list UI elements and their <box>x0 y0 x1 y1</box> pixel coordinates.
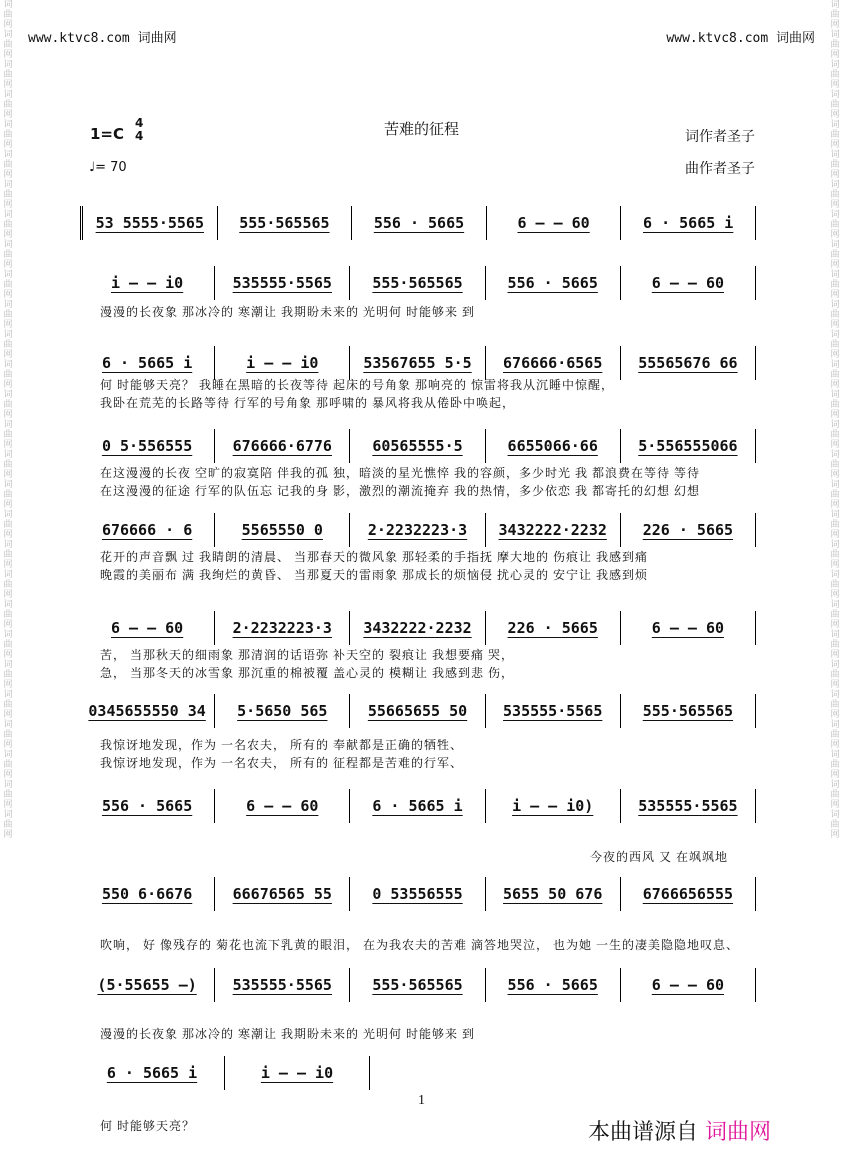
lyric-line: 漫漫的长夜象 那冰冷的 寒潮让 我期盼未来的 光明何 时能够来 到 <box>100 1027 476 1041</box>
measure: 535555·5565 <box>215 968 350 1002</box>
score-row <box>80 265 756 301</box>
measure: 0 5·556555 <box>80 429 215 463</box>
measure-list <box>80 1055 370 1091</box>
lyric-line: 苦， 当那秋天的细雨象 那清润的话语弥 补天空的 裂痕让 我想要痛 哭， <box>100 648 515 662</box>
measure: 676666·6776 <box>215 429 350 463</box>
measure: i — — i0 <box>215 346 350 380</box>
measure: 3432222·2232 <box>350 611 485 645</box>
lyric-line: 晚霞的美丽布 满 我绚烂的黄昏、 当那夏天的雷雨象 那成长的烦恼侵 扰心灵的 安宁让 我感到烦 <box>100 568 649 582</box>
measure: 60565555·5 <box>350 429 485 463</box>
measure: 6655066·66 <box>486 429 621 463</box>
measure-list <box>80 876 756 912</box>
meter-bottom: 4 <box>135 129 144 143</box>
lyric-line: 我惊讶地发现，作为 一名农夫， 所有的 征程都是苦难的行军、 <box>100 756 464 770</box>
lyric-line: 我卧在荒芜的长路等待 行军的号角象 那呼啸的 暴风将我从倦卧中唤起， <box>100 396 516 410</box>
score-row <box>80 1055 370 1091</box>
score-row <box>80 428 756 464</box>
source-credit <box>588 1115 771 1146</box>
measure-list <box>80 428 756 464</box>
measure: 556 · 5665 <box>352 206 487 240</box>
measure: i — — i0 <box>80 266 215 300</box>
measure: 5·5650 565 <box>215 694 350 728</box>
measure: 5565550 0 <box>215 513 350 547</box>
lyric-line: 今夜的西风 又 在飒飒地 <box>590 850 729 864</box>
lyric-line: 在这漫漫的长夜 空旷的寂寞陪 伴我的孤 独，暗淡的星光憔悴 我的容颜，多少时光 我 都浪费在等待 等待 <box>100 466 701 480</box>
measure: 6 · 5665 i <box>350 789 485 823</box>
tempo-mark: ♩= 70 <box>89 160 127 175</box>
source-prefix: 本曲谱源自 <box>588 1120 699 1145</box>
measure: 556 · 5665 <box>486 968 621 1002</box>
measure: i — — i0) <box>486 789 621 823</box>
site-link-right[interactable]: www.ktvc8.com 词曲网 <box>666 31 815 46</box>
measure: 6 — — 60 <box>621 968 756 1002</box>
measure: 55665655 50 <box>350 694 485 728</box>
measure: 5·556555066 <box>621 429 756 463</box>
measure: 535555·5565 <box>486 694 621 728</box>
score-row <box>80 205 756 241</box>
composer-credit: 曲作者圣子 <box>685 162 755 177</box>
measure: 555·565565 <box>218 206 353 240</box>
lyricist-credit: 词作者圣子 <box>685 130 755 145</box>
source-brand: 词曲网 <box>705 1120 772 1145</box>
measure: (5·55655 —) <box>80 968 215 1002</box>
measure: i — — i0 <box>225 1056 370 1090</box>
measure: 2·2232223·3 <box>350 513 485 547</box>
measure: 6766656555 <box>621 877 756 911</box>
site-link-left[interactable]: www.ktvc8.com 词曲网 <box>28 31 177 46</box>
time-signature <box>135 117 143 143</box>
lyric-line: 我惊讶地发现，作为 一名农夫， 所有的 奉献都是正确的牺牲、 <box>100 738 464 752</box>
measure: 226 · 5665 <box>486 611 621 645</box>
lyric-line: 何 时能够天亮？ <box>100 1119 196 1133</box>
measure: 53567655 5·5 <box>350 346 485 380</box>
measure: 555·565565 <box>350 266 485 300</box>
measure-list <box>80 967 756 1003</box>
measure: 535555·5565 <box>621 789 756 823</box>
measure: 5655 50 676 <box>486 877 621 911</box>
measure: 555·565565 <box>621 694 756 728</box>
score-row <box>80 788 756 824</box>
measure: 6 · 5665 i <box>80 346 215 380</box>
measure-list <box>80 610 756 646</box>
measure: 6 · 5665 i <box>621 206 756 240</box>
lyric-line: 花开的声音飘 过 我睛朗的清晨、 当那春天的微风象 那轻柔的手指抚 摩大地的 伤痕让 我感到痛 <box>100 550 649 564</box>
measure-list <box>80 693 756 729</box>
lyric-line: 吹响， 好 像残存的 菊花也流下乳黄的眼泪， 在为我农夫的苦难 滴答地哭泣， 也为她 一生的凄美隐隐地叹息、 <box>100 938 740 952</box>
measure: 0 53556555 <box>350 877 485 911</box>
measure: 535555·5565 <box>215 266 350 300</box>
score-row <box>80 876 756 912</box>
measure-list <box>80 788 756 824</box>
measure: 676666 · 6 <box>80 513 215 547</box>
lyric-line: 在这漫漫的征途 行军的队伍忘 记我的身 影，激烈的潮流掩弃 我的热情，多少依恋 我 都寄托的幻想 幻想 <box>100 484 701 498</box>
measure: 6 — — 60 <box>621 611 756 645</box>
score-row <box>80 967 756 1003</box>
score-row <box>80 610 756 646</box>
measure: 2·2232223·3 <box>215 611 350 645</box>
measure: 226 · 5665 <box>621 513 756 547</box>
measure-list <box>80 512 756 548</box>
side-watermark-left: 词曲网词曲网词曲网词曲网词曲网词曲网词曲网词曲网词曲网词曲网词曲网词曲网词曲网词曲网词曲网词曲网词曲网词曲网词曲网词曲网词曲网词曲网词曲网词曲网词曲网词曲网词曲网词曲网 <box>3 0 13 840</box>
measure: 6 — — 60 <box>80 611 215 645</box>
side-watermark-right: 词曲网词曲网词曲网词曲网词曲网词曲网词曲网词曲网词曲网词曲网词曲网词曲网词曲网词曲网词曲网词曲网词曲网词曲网词曲网词曲网词曲网词曲网词曲网词曲网词曲网词曲网词曲网词曲网 <box>830 0 840 840</box>
measure: 6 — — 60 <box>621 266 756 300</box>
measure-list <box>80 205 756 241</box>
measure-list <box>80 265 756 301</box>
measure: 6 · 5665 i <box>80 1056 225 1090</box>
score-row <box>80 693 756 729</box>
lyric-line: 何 时能够天亮？ 我睡在黑暗的长夜等待 起床的号角象 那响亮的 惊雷将我从沉睡中惊醒， <box>100 378 615 392</box>
lyric-line: 急， 当那冬天的冰雪象 那沉重的棉被覆 盖心灵的 模糊让 我感到悲 伤， <box>100 666 515 680</box>
measure: 556 · 5665 <box>80 789 215 823</box>
measure: 6 — — 60 <box>215 789 350 823</box>
measure: 555·565565 <box>350 968 485 1002</box>
key-signature: 1=C <box>90 125 125 143</box>
measure: 556 · 5665 <box>486 266 621 300</box>
score-row <box>80 512 756 548</box>
measure: 55565676 66 <box>621 346 756 380</box>
song-title: 苦难的征程 <box>383 122 459 138</box>
measure: 550 6·6676 <box>80 877 215 911</box>
measure: 6 — — 60 <box>487 206 622 240</box>
measure: 66676565 55 <box>215 877 350 911</box>
lyric-line: 漫漫的长夜象 那冰冷的 寒潮让 我期盼未来的 光明何 时能够来 到 <box>100 305 476 319</box>
measure: 53 5555·5565 <box>80 206 218 240</box>
measure: 676666·6565 <box>486 346 621 380</box>
meter-top: 4 <box>135 116 144 130</box>
measure: 0345655550 34 <box>80 694 215 728</box>
measure: 3432222·2232 <box>486 513 621 547</box>
page-number: 1 <box>418 1093 425 1108</box>
